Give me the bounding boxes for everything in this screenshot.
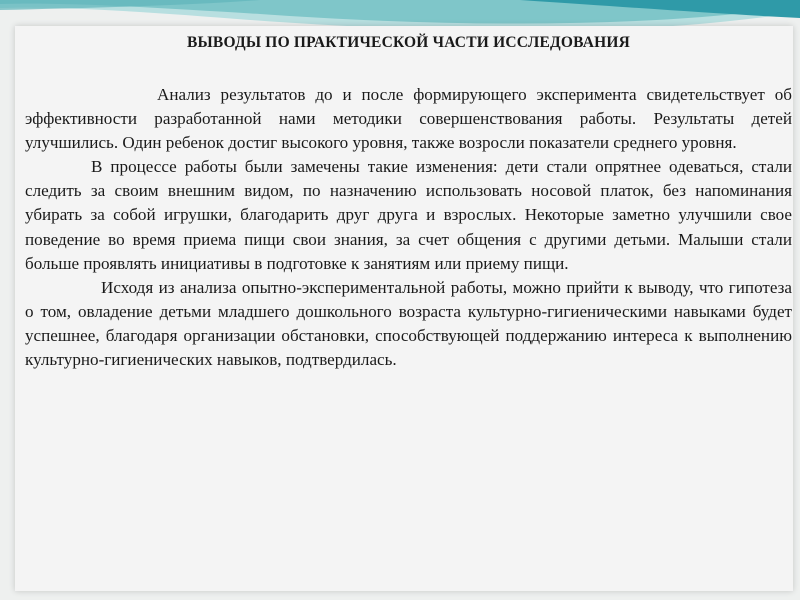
- paragraph-changes: В процессе работы были замечены такие изменения: дети стали опрятнее одеваться, стали следить за своим внешним видом, по назначению использовать носовой платок, без напоминания убирать за собой игрушки, благодарить друг друга и взрослых. Некоторые заметно улучшили свое поведение во время приема пищи свои знания, за счет общения с другими детьми. Малыши стали больше проявлять инициативы в подготовке к занятиям или приему пищи.: [25, 157, 792, 273]
- paragraph-conclusion: Исходя из анализа опытно-экспериментальной работы, можно прийти к выводу, что гипотеза о том, овладение детьми младшего дошкольного возраста культурно-гигиеническими навыками будет успешнее, благодаря организации обстановки, способствующей поддержанию интереса к выполнению культурно-гигиенических навыков, подтвердилась.: [25, 277, 792, 370]
- slide-content-box: [15, 26, 793, 591]
- slide-title: ВЫВОДЫ ПО ПРАКТИЧЕСКОЙ ЧАСТИ ИССЛЕДОВАНИЯ: [186, 34, 631, 51]
- slide-text-area: [25, 34, 792, 372]
- paragraph-analysis: Анализ результатов до и после формирующего эксперимента свидетельствует об эффективности разработанной нами методики совершенствования работы. Результаты детей улучшились. Один ребенок достиг высокого уровня, также возросли показатели среднего уровня.: [25, 85, 792, 153]
